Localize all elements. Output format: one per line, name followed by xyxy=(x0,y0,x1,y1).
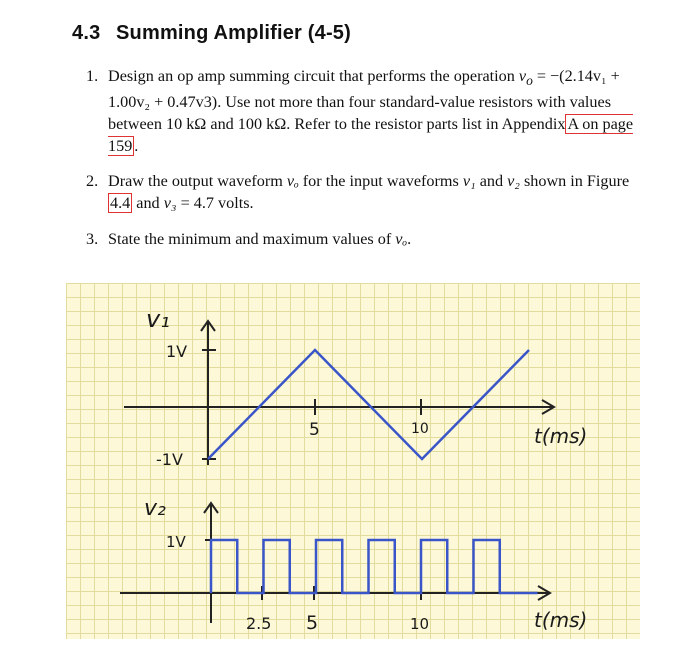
plot1-tick-label-neg: -1V xyxy=(156,450,183,469)
problem-list xyxy=(86,66,656,265)
plot2-x-axis-label: t(ms) xyxy=(534,608,588,632)
problem-2 xyxy=(86,171,656,215)
plot1-tick-label-pos: 1V xyxy=(166,342,188,361)
problem-text: Draw the output waveform xyxy=(108,172,287,191)
problem-number: 3. xyxy=(86,230,99,249)
plot1-xtick-5: 5 xyxy=(309,420,320,440)
section-title: Summing Amplifier (4-5) xyxy=(116,22,351,44)
problem-text: State the minimum and maximum values of xyxy=(108,230,396,249)
math-subscript: o xyxy=(526,73,533,89)
plot1-x-axis-label: t(ms) xyxy=(534,424,588,448)
problem-text: and xyxy=(475,172,508,191)
problem-number: 2. xyxy=(86,172,99,191)
problem-text: Design an op amp summing circuit that performs the operation xyxy=(108,67,519,85)
plot1-xtick-10: 10 xyxy=(411,421,429,437)
math-var: v xyxy=(518,67,527,85)
problem-text: = 4.7 volts. xyxy=(176,194,254,213)
v2-square-waveform xyxy=(211,540,538,593)
section-number: 4.3 xyxy=(72,22,101,44)
plot2-xtick-2.5: 2.5 xyxy=(246,614,272,633)
math-var: v₃ xyxy=(163,194,177,213)
waveform-figure xyxy=(66,283,640,639)
problem-1 xyxy=(86,66,656,157)
problem-text: shown in Figure xyxy=(519,172,630,191)
problem-text: for the input waveforms xyxy=(298,172,463,191)
plot2-xtick-5: 5 xyxy=(306,612,319,634)
math-var: v₁ xyxy=(462,172,476,191)
punctuation: . xyxy=(134,136,139,155)
v1-triangle-waveform xyxy=(208,350,529,459)
section-heading xyxy=(72,22,351,45)
waveform-plots xyxy=(66,283,640,639)
problem-3 xyxy=(86,229,656,251)
plot1-var-label: v₁ xyxy=(146,305,170,333)
punctuation: . xyxy=(407,230,412,249)
problem-number: 1. xyxy=(86,67,99,85)
plot2-var-label: v₂ xyxy=(144,496,166,521)
plot2-tick-label-pos: 1V xyxy=(166,533,186,551)
plot2-xtick-10: 10 xyxy=(410,615,430,633)
figure-link[interactable]: 4.4 xyxy=(110,194,131,213)
problem-text: and xyxy=(132,194,164,213)
problem-text: = −(2.14v₁ + 1.00v₂ + 0.47v3). Use not more than four standard-value resistors with values between 10 kΩ and 100 kΩ. Refer to the resistor parts list in Appendix xyxy=(108,67,620,133)
appendix-link[interactable]: A on page 159 xyxy=(108,114,634,155)
math-var: vₒ xyxy=(395,230,408,249)
math-var: vₒ xyxy=(286,172,299,191)
math-var: v₂ xyxy=(507,172,520,191)
